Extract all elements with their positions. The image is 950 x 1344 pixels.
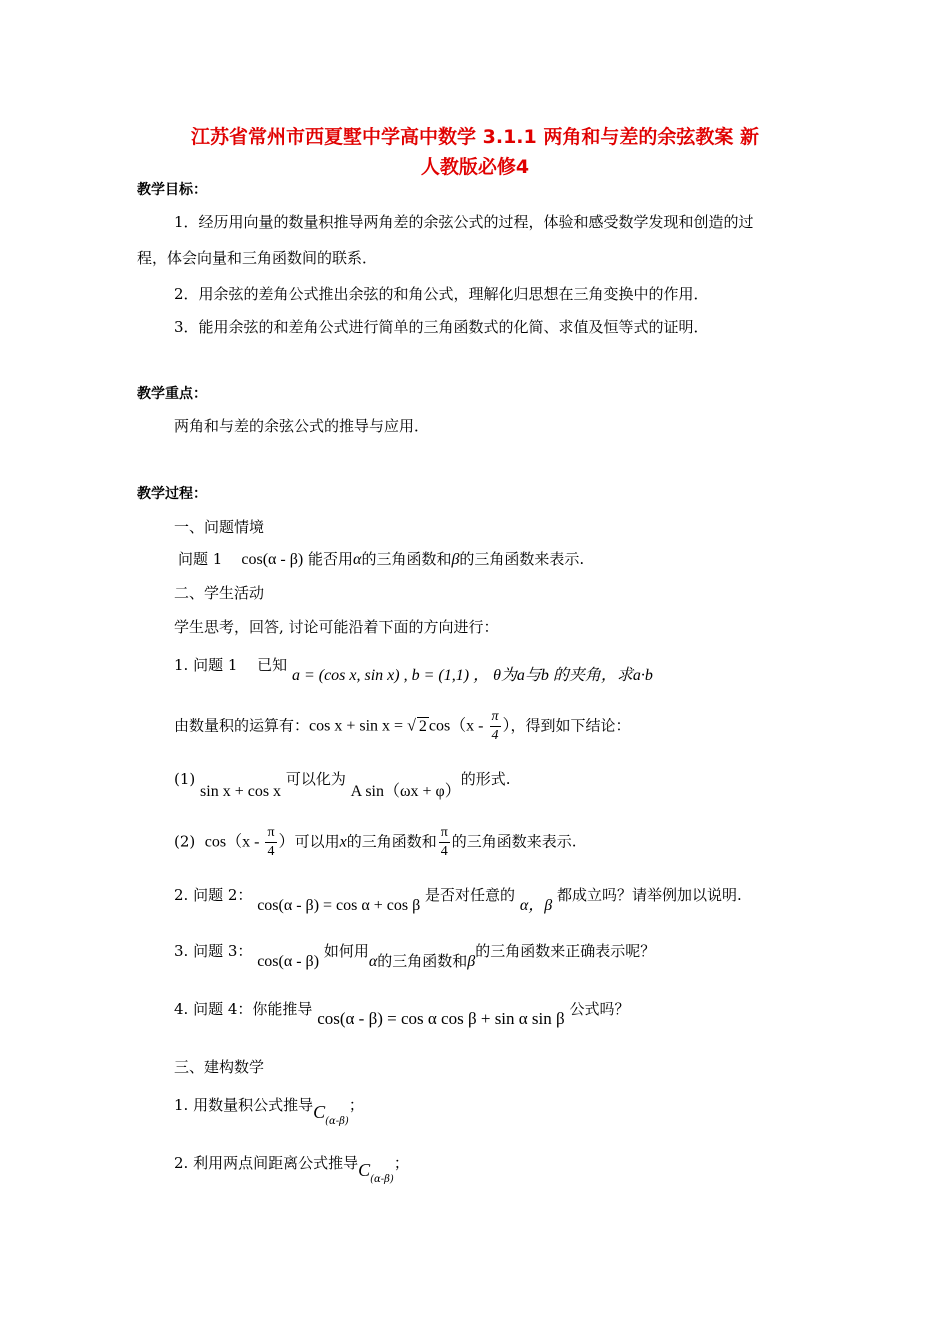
p3-beta: β [467, 953, 476, 970]
document-title-line2: 人教版必修4 [420, 156, 530, 178]
b2-label: 2. 利用两点间距离公式推导 [174, 1154, 359, 1172]
c2-x: x [339, 833, 347, 851]
p4-end: 公式吗？ [569, 1000, 630, 1018]
c2-mid: 可以用 [294, 832, 340, 851]
q1-beta: β [451, 551, 460, 568]
goal-item-3: 3．能用余弦的和差角公式进行简单的三角函数式的化简、求值及恒等式的证明． [174, 318, 709, 336]
p3-alpha: α [368, 953, 378, 970]
process-heading: 教学过程： [137, 486, 207, 502]
c2-frac-num: π [265, 824, 276, 843]
c2-close: ） [278, 833, 295, 851]
p2-mid: 是否对任意的 [425, 886, 516, 904]
c2-label: (2) [174, 832, 196, 851]
q1-expression: cos(α - β) [241, 551, 304, 568]
document-title-line1: 江苏省常州市西夏墅中学高中数学 3.1.1 两角和与差的余弦教案 新 [191, 126, 759, 148]
c2-frac2-den: 4 [440, 844, 448, 859]
b2-end: ； [393, 1154, 409, 1172]
b2-subscript: (α-β) [370, 1174, 394, 1185]
b2-symbol: C [358, 1160, 371, 1180]
b1-end: ； [348, 1096, 364, 1114]
c1-expression: sin x + cos x [200, 783, 282, 800]
c2-frac-den: 4 [267, 844, 275, 859]
key-text: 两角和与差的余弦公式的推导与应用． [174, 417, 430, 435]
c2-end: 的三角函数来表示. [451, 832, 577, 851]
p2-expression: cos(α - β) = cos α + cos β [257, 897, 421, 914]
p3-expression: cos(α - β) [257, 953, 320, 970]
p2-label: 2. 问题 2： [174, 886, 253, 904]
p2-vars: α，β [519, 897, 553, 914]
q1-end: 的三角函数来表示. [459, 550, 585, 568]
conclusion-2-line [174, 824, 577, 861]
calc-close: ） [502, 717, 511, 735]
p3-mid: 如何用 [323, 942, 369, 960]
calc-cos: cos（x - [428, 717, 488, 735]
calc-frac-num: π [490, 708, 501, 727]
conclusion-1-line [174, 766, 511, 800]
q1-alpha: α [353, 551, 362, 568]
c2-fraction [265, 824, 276, 861]
c1-form: A sin（ωx + φ） [350, 783, 461, 800]
p3-label: 3. 问题 3： [174, 942, 253, 960]
calc-suffix: ，得到如下结论： [510, 716, 631, 735]
goal-item-1b: 程，体会向量和三角函数间的联系． [137, 249, 378, 267]
calc-line: 由数量积的运算有：cos x + sin x = √ 2 cos（x - $\frac{\pi}{4}$ ），得到如下结论： [174, 709, 631, 743]
p1-expression: a = (cos x, sin x) , b = (1,1) ， θ为a与b 的夹角，求a·b [291, 667, 653, 684]
section-3-title: 三、建构数学 [174, 1058, 265, 1076]
b1-label: 1. 用数量积公式推导 [174, 1096, 314, 1114]
calc-fraction [490, 708, 501, 745]
c2-cos: cos（x - [204, 833, 264, 851]
b1-symbol: C [313, 1102, 326, 1122]
calc-lhs: cos x + sin x = [309, 717, 408, 735]
p4-expression: cos(α - β) = cos α cos β + sin α sin β [317, 1009, 565, 1028]
c1-end: 的形式. [460, 770, 511, 788]
calc-prefix: 由数量积的运算有： [174, 716, 310, 735]
problem-3-line [174, 940, 656, 970]
problem-4-line [174, 998, 630, 1028]
q1-label: 问题 1 [178, 550, 223, 568]
c2-frac2-num: π [439, 824, 450, 843]
c2-mid2: 的三角函数和 [346, 832, 437, 851]
p4-label: 4. 问题 4：你能推导 [174, 1000, 313, 1018]
key-heading: 教学重点： [137, 386, 207, 402]
problem-2-line [174, 882, 742, 914]
problem-1-line [174, 652, 653, 684]
q1-mid: 能否用 [308, 550, 354, 568]
c1-mid: 可以化为 [285, 770, 346, 788]
p3-mid2: 的三角函数和 [377, 952, 468, 970]
goals-heading: 教学目标： [137, 182, 207, 198]
p1-label: 1. 问题 1 已知 [174, 656, 288, 674]
calc-frac-den: 4 [491, 728, 499, 743]
c1-label: (1) [174, 770, 196, 788]
p2-end: 都成立吗？请举例加以说明. [556, 886, 742, 904]
c2-fraction-2 [439, 824, 450, 861]
section-1-title: 一、问题情境 [174, 518, 265, 536]
goal-item-1a: 1．经历用向量的数量积推导两角差的余弦公式的过程，体验和感受数学发现和创造的过 [174, 213, 754, 231]
question-1-line [178, 548, 584, 569]
student-think-text: 学生思考，回答, 讨论可能沿着下面的方向进行： [174, 618, 499, 636]
q1-mid2: 的三角函数和 [361, 550, 452, 568]
goal-item-2: 2．用余弦的差角公式推出余弦的和角公式，理解化归思想在三角变换中的作用． [174, 285, 709, 303]
p3-end: 的三角函数来正确表示呢？ [475, 942, 656, 960]
section-2-title: 二、学生活动 [174, 584, 265, 602]
b1-subscript: (α-β) [325, 1116, 349, 1127]
calc-sqrt: 2 [418, 717, 427, 735]
